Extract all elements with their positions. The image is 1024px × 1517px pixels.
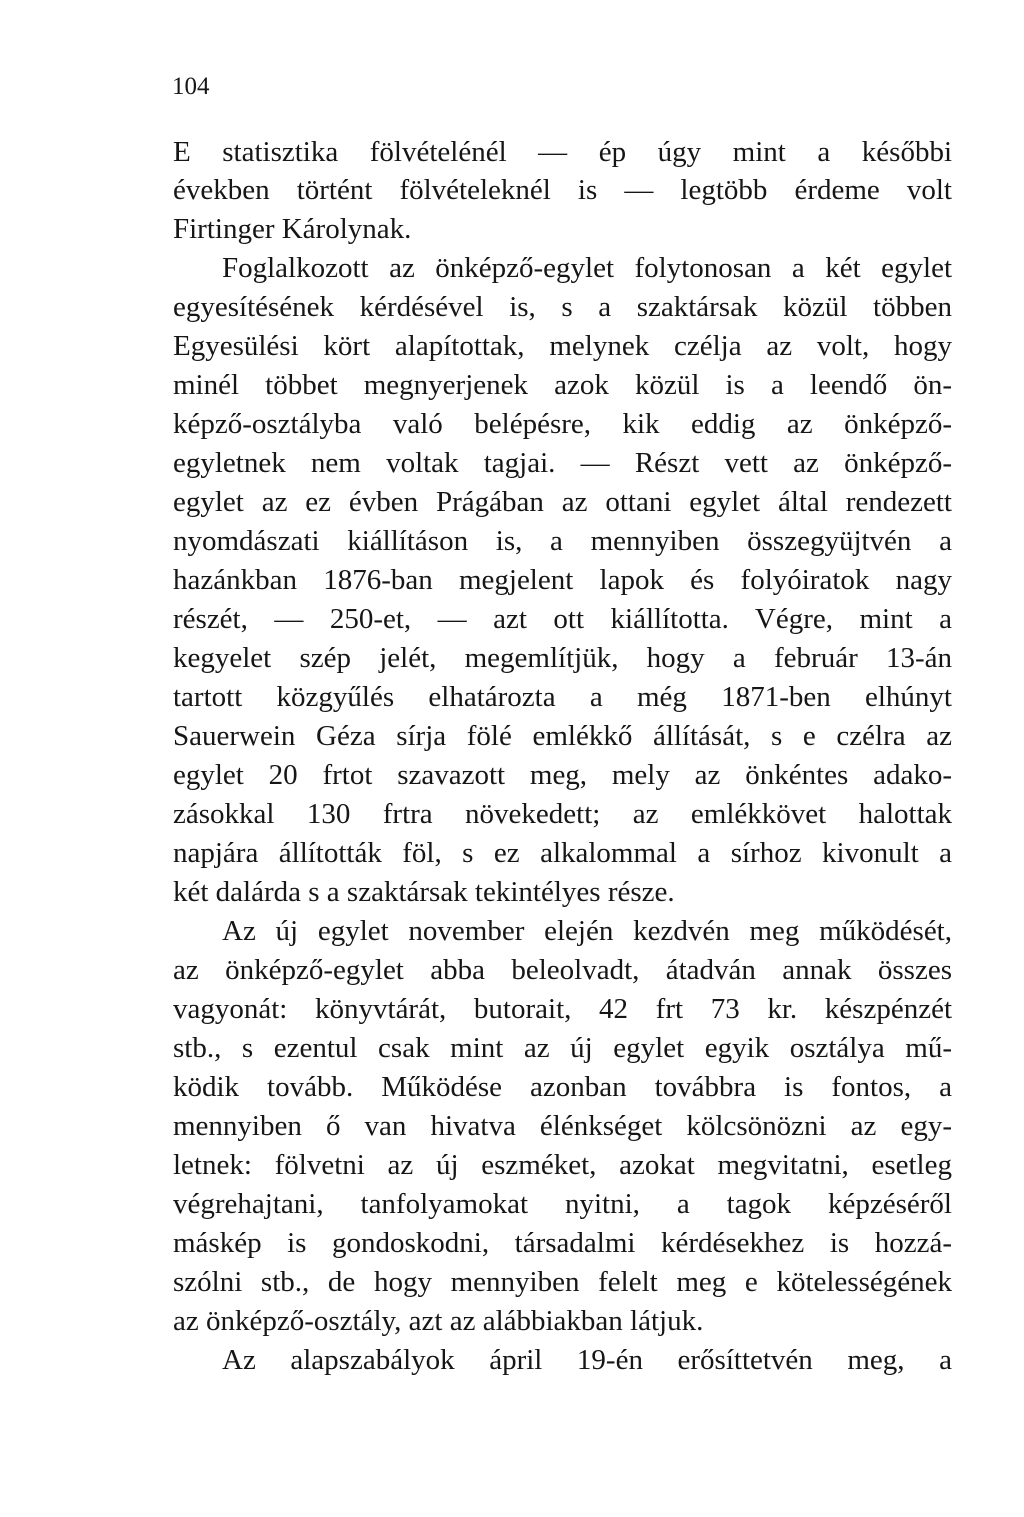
text-line: végrehajtani, tanfolyamokat nyitni, a tagok képzéséről <box>173 1188 952 1220</box>
text-line: Sauerwein Géza sírja fölé emlékkő állítását, s e czélra az <box>173 720 952 752</box>
text-line: letnek: fölvetni az új eszméket, azokat megvitatni, esetleg <box>173 1149 952 1181</box>
text-line: E statisztika fölvételénél — ép úgy mint a későbbi <box>173 136 952 168</box>
text-line: ködik tovább. Működése azonban továbbra is fontos, a <box>173 1071 952 1103</box>
text-line: Firtinger Károlynak. <box>173 213 412 245</box>
text-line: képző-osztályba való belépésre, kik eddig az önképző- <box>173 408 952 440</box>
text-line: Egyesülési kört alapítottak, melynek czélja az volt, hogy <box>173 330 952 362</box>
text-line: két dalárda s a szaktársak tekintélyes része. <box>173 876 675 908</box>
text-line: egyletnek nem voltak tagjai. — Részt vett az önképző- <box>173 447 952 479</box>
text-line: az önképző-osztály, azt az alábbiakban látjuk. <box>173 1305 704 1337</box>
text-line: tartott közgyűlés elhatározta a még 1871-ben elhúnyt <box>173 681 952 713</box>
text-line: máskép is gondoskodni, társadalmi kérdésekhez is hozzá- <box>173 1227 952 1259</box>
text-line: egylet 20 frtot szavazott meg, mely az önkéntes adako- <box>173 759 952 791</box>
text-line: napjára állították föl, s ez alkalommal a sírhoz kivonult a <box>173 837 952 869</box>
text-line: szólni stb., de hogy mennyiben felelt meg e kötelességének <box>173 1266 952 1298</box>
page-number: 104 <box>172 73 210 100</box>
text-line: kegyelet szép jelét, megemlítjük, hogy a február 13-án <box>173 642 952 674</box>
text-line: években történt fölvételeknél is — legtöbb érdeme volt <box>173 174 952 206</box>
text-line: Foglalkozott az önképző-egylet folytonosan a két egylet <box>222 252 952 284</box>
text-line: vagyonát: könyvtárát, butorait, 42 frt 73 kr. készpénzét <box>173 993 952 1025</box>
text-line: részét, — 250-et, — azt ott kiállította. Végre, mint a <box>173 603 952 635</box>
text-line: mennyiben ő van hivatva élénkséget kölcsönözni az egy- <box>173 1110 952 1142</box>
text-line: az önképző-egylet abba beleolvadt, átadván annak összes <box>173 954 952 986</box>
text-line: minél többet megnyerjenek azok közül is a leendő ön- <box>173 369 952 401</box>
text-line: Az új egylet november elején kezdvén meg működését, <box>222 915 952 947</box>
text-line: Az alapszabályok ápril 19-én erősíttetvén meg, a <box>222 1344 952 1376</box>
text-line: stb., s ezentul csak mint az új egylet egyik osztálya mű- <box>173 1032 952 1064</box>
text-line: hazánkban 1876-ban megjelent lapok és folyóiratok nagy <box>173 564 952 596</box>
text-line: egyesítésének kérdésével is, s a szaktársak közül többen <box>173 291 952 323</box>
text-line: nyomdászati kiállításon is, a mennyiben összegyüjtvén a <box>173 525 952 557</box>
text-line: egylet az ez évben Prágában az ottani egylet által rendezett <box>173 486 952 518</box>
text-line: zásokkal 130 frtra növekedett; az emlékkövet halottak <box>173 798 952 830</box>
